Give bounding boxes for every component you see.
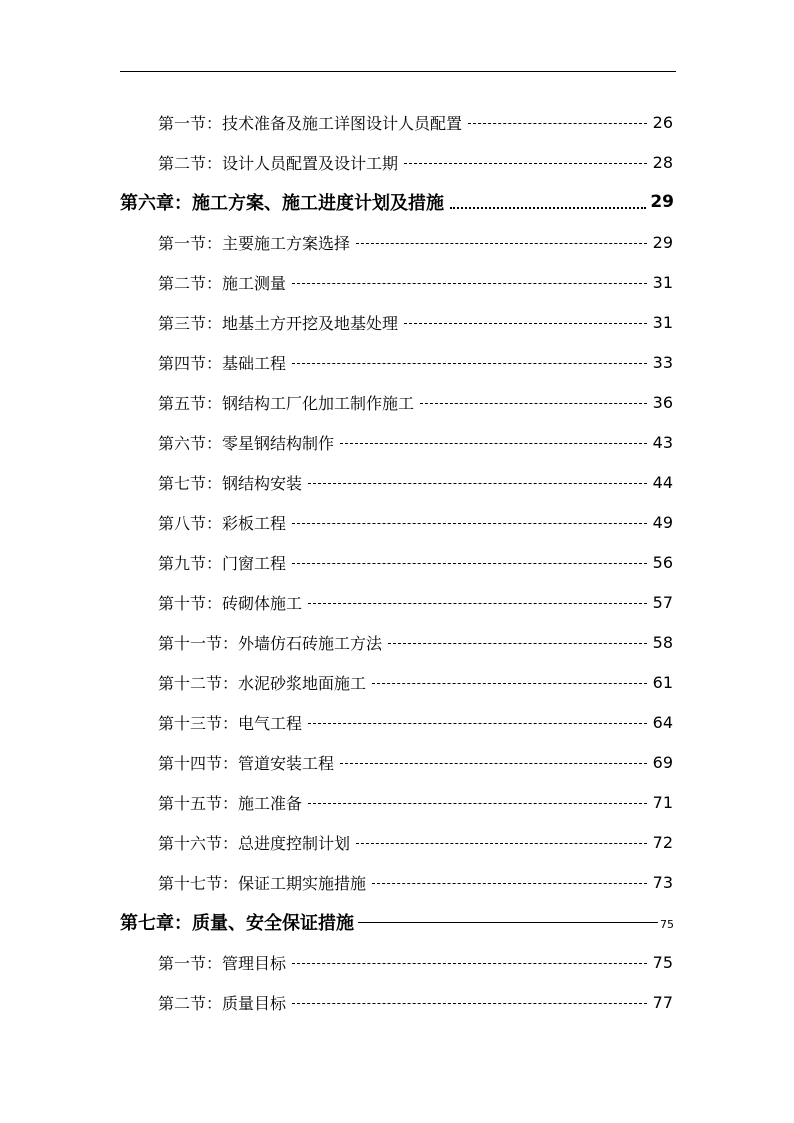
- toc-leader: [340, 763, 647, 764]
- toc-entry-title: 第四节：基础工程: [158, 353, 287, 373]
- toc-entry[interactable]: [158, 550, 673, 574]
- toc-leader: [358, 922, 658, 923]
- toc-entry-page: 31: [652, 272, 673, 292]
- toc-leader: [292, 363, 647, 364]
- toc-entry-title: 第十四节：管道安装工程: [158, 753, 335, 773]
- toc-entry-page: 75: [652, 952, 673, 972]
- toc-entry[interactable]: [158, 430, 673, 454]
- toc-entry-title: 第十五节：施工准备: [158, 793, 303, 813]
- toc-leader: [308, 723, 647, 724]
- toc-entry-page: 44: [652, 472, 673, 492]
- toc-entry[interactable]: [158, 830, 673, 854]
- toc-entry-page: 71: [652, 792, 673, 812]
- toc-leader: [356, 243, 647, 244]
- toc-entry[interactable]: [158, 510, 673, 534]
- toc-entry[interactable]: [158, 150, 673, 174]
- toc-leader: [340, 443, 647, 444]
- toc-chapter-page: 75: [660, 917, 674, 931]
- toc-entry-title: 第八节：彩板工程: [158, 513, 287, 533]
- toc-leader: [292, 283, 647, 284]
- toc-entry-title: 第七节：钢结构安装: [158, 473, 303, 493]
- toc-entry-page: 43: [652, 432, 673, 452]
- toc-entry-page: 69: [652, 752, 673, 772]
- toc-entry[interactable]: [158, 230, 673, 254]
- toc-leader: [292, 963, 647, 964]
- toc-entry-page: 26: [652, 112, 673, 132]
- toc-leader: [356, 843, 647, 844]
- toc-entry-title: 第一节：技术准备及施工详图设计人员配置: [158, 113, 463, 133]
- toc-leader: [450, 207, 646, 209]
- toc-entry-title: 第五节：钢结构工厂化加工制作施工: [158, 393, 415, 413]
- toc-chapter[interactable]: [120, 910, 674, 934]
- toc-entry-title: 第二节：施工测量: [158, 273, 287, 293]
- toc-entry[interactable]: [158, 590, 673, 614]
- toc-leader: [292, 1003, 647, 1004]
- toc-chapter-title: 第七章：质量、安全保证措施: [120, 913, 354, 934]
- toc-entry-title: 第二节：质量目标: [158, 993, 287, 1013]
- toc-chapter-title: 第六章：施工方案、施工进度计划及措施: [120, 193, 444, 214]
- toc-leader: [468, 123, 647, 124]
- toc-entry-page: 28: [652, 152, 673, 172]
- toc-entry[interactable]: [158, 870, 673, 894]
- toc-entry[interactable]: [158, 470, 673, 494]
- toc-entry[interactable]: [158, 750, 673, 774]
- toc-leader: [292, 563, 647, 564]
- toc-entry-page: 29: [652, 232, 673, 252]
- toc-entry[interactable]: [158, 350, 673, 374]
- toc-entry-page: 49: [652, 512, 673, 532]
- toc-entry[interactable]: [158, 790, 673, 814]
- toc-entry-page: 61: [652, 672, 673, 692]
- toc-leader: [388, 643, 647, 644]
- toc-entry[interactable]: [158, 990, 673, 1014]
- toc-leader: [372, 683, 647, 684]
- toc-entry-title: 第三节：地基土方开挖及地基处理: [158, 313, 399, 333]
- toc-entry[interactable]: [158, 390, 673, 414]
- toc-leader: [420, 403, 647, 404]
- toc-entry-title: 第十七节：保证工期实施措施: [158, 873, 367, 893]
- toc-entry-title: 第二节：设计人员配置及设计工期: [158, 153, 399, 173]
- toc-leader: [308, 483, 647, 484]
- toc-entry-page: 56: [652, 552, 673, 572]
- toc-entry-title: 第六节：零星钢结构制作: [158, 433, 335, 453]
- toc-entry[interactable]: [158, 710, 673, 734]
- toc-leader: [308, 603, 647, 604]
- toc-leader: [404, 323, 647, 324]
- toc-entry-page: 57: [652, 592, 673, 612]
- toc-entry-page: 36: [652, 392, 673, 412]
- toc-leader: [372, 883, 647, 884]
- toc-entry-page: 31: [652, 312, 673, 332]
- toc-entry[interactable]: [158, 270, 673, 294]
- toc-entry-title: 第十六节：总进度控制计划: [158, 833, 351, 853]
- toc-entry[interactable]: [158, 670, 673, 694]
- toc-entry-title: 第一节：主要施工方案选择: [158, 233, 351, 253]
- toc-leader: [404, 163, 647, 164]
- toc-entry-title: 第十二节：水泥砂浆地面施工: [158, 673, 367, 693]
- toc-entry[interactable]: [158, 110, 673, 134]
- toc-entry-title: 第十节：砖砌体施工: [158, 593, 303, 613]
- toc-entry-title: 第十三节：电气工程: [158, 713, 303, 733]
- toc-leader: [292, 523, 647, 524]
- toc-entry-page: 72: [652, 832, 673, 852]
- toc-entry-title: 第九节：门窗工程: [158, 553, 287, 573]
- toc-entry-page: 73: [652, 872, 673, 892]
- toc-entry-title: 第一节：管理目标: [158, 953, 287, 973]
- toc-entry[interactable]: [158, 630, 673, 654]
- toc-chapter[interactable]: [120, 190, 674, 214]
- toc-entry-page: 77: [652, 992, 673, 1012]
- toc-entry-page: 58: [652, 632, 673, 652]
- toc-entry-title: 第十一节：外墙仿石砖施工方法: [158, 633, 383, 653]
- toc-entry[interactable]: [158, 950, 673, 974]
- toc-entry[interactable]: [158, 310, 673, 334]
- toc-chapter-page: 29: [650, 192, 674, 212]
- toc-leader: [308, 803, 647, 804]
- toc-entry-page: 33: [652, 352, 673, 372]
- toc-entry-page: 64: [652, 712, 673, 732]
